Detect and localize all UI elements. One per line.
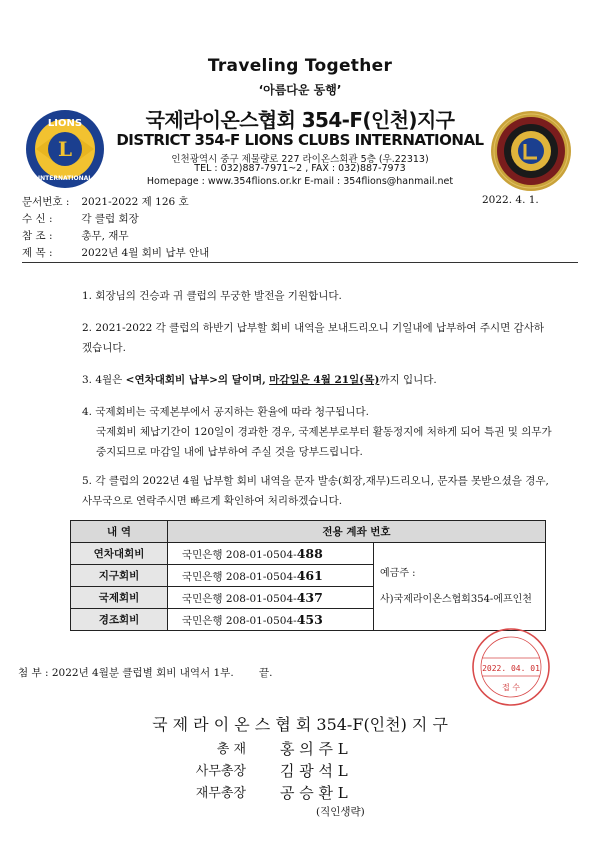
paragraph-3-lead: 3. 4월은 bbox=[82, 374, 126, 386]
attachment-label: 첨 부 : bbox=[18, 667, 49, 679]
account-number-suffix: 453 bbox=[296, 611, 323, 627]
signature-title: 사무총장 bbox=[195, 764, 246, 779]
paragraph-4-line-2: 국제회비 체납기간이 120일이 경과한 경우, 국제본부로부터 활동정지에 처하게 되어 특권 및 의무가 중지되므로 마감일 내에 납부하여 주실 것을 당부드립니다. bbox=[96, 426, 552, 458]
document-number-value: 2021-2022 제 126 호 bbox=[81, 196, 189, 208]
paragraph-3-deadline: 마감일은 4월 21일(목) bbox=[269, 374, 380, 386]
paragraph-1: 1. 회장님의 건승과 귀 클럽의 무궁한 발전을 기원합니다. bbox=[82, 290, 342, 302]
paragraph-3 bbox=[82, 370, 552, 390]
fee-type: 연차대회비 bbox=[71, 543, 168, 565]
account-table bbox=[70, 520, 546, 631]
signature-title: 재무총장 bbox=[195, 786, 246, 801]
document-date: 2022. 4. 1. bbox=[482, 194, 539, 206]
svg-text:L: L bbox=[57, 137, 73, 161]
svg-text:2022. 04. 01: 2022. 04. 01 bbox=[482, 664, 540, 673]
lions-logo-icon bbox=[24, 108, 106, 190]
paragraph-4-line-1: 4. 국제회비는 국제본부에서 공지하는 환율에 따라 청구됩니다. bbox=[82, 406, 369, 418]
document-number bbox=[22, 194, 189, 209]
account-number-prefix: 국민은행 208-01-0504- bbox=[182, 614, 297, 627]
signature-organization: 국 제 라 이 온 스 협 회 354-F(인천) 지 구 bbox=[152, 715, 448, 734]
organization-name-english: DISTRICT 354-F LIONS CLUBS INTERNATIONAL bbox=[116, 131, 484, 149]
signature-name: 홍 의 주 L bbox=[280, 740, 348, 758]
fee-type: 지구회비 bbox=[71, 565, 168, 587]
tel-fax: TEL : 032)887-7971~2 , FAX : 032)887-7973 bbox=[194, 163, 406, 174]
fee-type: 국제회비 bbox=[71, 587, 168, 609]
attachment-text: 2022년 4월분 클럽별 회비 내역서 1부. bbox=[51, 667, 234, 679]
account-number bbox=[168, 543, 374, 565]
fee-type: 경조회비 bbox=[71, 609, 168, 631]
attachment-end: 끝. bbox=[259, 667, 273, 679]
organization-name-korean: 국제라이온스협회 354-F(인천)지구 bbox=[145, 108, 455, 132]
svg-text:LIONS: LIONS bbox=[47, 118, 83, 129]
table-header-account: 전용 계좌 번호 bbox=[168, 521, 546, 543]
slogan-english: Traveling Together bbox=[207, 56, 393, 76]
account-number-prefix: 국민은행 208-01-0504- bbox=[182, 570, 297, 583]
account-number-suffix: 437 bbox=[296, 589, 323, 605]
recipient bbox=[22, 211, 139, 226]
paragraph-5: 5. 각 클럽의 2022년 4월 납부할 회비 내역을 문자 발송(회장,재무)드리오니, 문자를 못받으셨을 경우, 사무국으로 연락주시면 빠르게 확인하여 처리하겠습니다. bbox=[82, 475, 549, 507]
paragraph-2: 2. 2021-2022 각 클럽의 하반기 납부할 회비 내역을 보내드리오니 기일내에 납부하여 주시면 감사하겠습니다. bbox=[82, 322, 545, 354]
district-emblem-icon bbox=[490, 110, 572, 192]
recipient-label: 수 신 : bbox=[22, 213, 53, 225]
account-number-suffix: 488 bbox=[296, 545, 323, 561]
account-number-prefix: 국민은행 208-01-0504- bbox=[182, 548, 297, 561]
table-row bbox=[71, 543, 546, 565]
table-header-row bbox=[71, 521, 546, 543]
reference-label: 참 조 : bbox=[22, 230, 53, 242]
reference bbox=[22, 228, 129, 243]
account-holder-name: 사)국제라이온스협회354-에프인천 bbox=[380, 593, 532, 605]
subject-label: 제 목 : bbox=[22, 247, 53, 259]
account-holder bbox=[374, 543, 546, 631]
signature-title: 총 재 bbox=[216, 742, 246, 757]
paragraph-3-tail: 까지 입니다. bbox=[379, 374, 437, 386]
recipient-value: 각 클럽 회장 bbox=[81, 213, 139, 225]
seal-omitted-note: (직인생략) bbox=[316, 806, 365, 818]
slogan-korean: ‘아름다운 동행’ bbox=[258, 83, 342, 97]
paragraph-4 bbox=[82, 402, 552, 462]
account-number bbox=[168, 587, 374, 609]
subject-value: 2022년 4월 회비 납부 안내 bbox=[81, 247, 210, 259]
table-header-type: 내 역 bbox=[71, 521, 168, 543]
account-number-suffix: 461 bbox=[296, 567, 323, 583]
received-stamp-icon bbox=[470, 626, 552, 708]
svg-text:INTERNATIONAL: INTERNATIONAL bbox=[37, 175, 93, 182]
attachment bbox=[18, 665, 273, 680]
subject bbox=[22, 245, 209, 260]
document-number-label: 문서번호 : bbox=[22, 196, 70, 208]
paragraph-3-emphasis: <연차대회비 납부>의 달이며, bbox=[125, 374, 266, 386]
header-divider bbox=[22, 262, 578, 263]
signature-name: 김 광 석 L bbox=[280, 762, 348, 780]
address: 인천광역시 중구 제물량로 227 라이온스회관 5층 (우.22313) bbox=[171, 154, 429, 165]
account-number bbox=[168, 565, 374, 587]
signature-name: 공 승 환 L bbox=[280, 784, 348, 802]
account-number-prefix: 국민은행 208-01-0504- bbox=[182, 592, 297, 605]
svg-text:접 수: 접 수 bbox=[502, 683, 520, 692]
account-number bbox=[168, 609, 374, 631]
reference-value: 총무, 재무 bbox=[81, 230, 129, 242]
homepage-email: Homepage : www.354flions.or.kr E-mail : 354flions@hanmail.net bbox=[146, 176, 454, 187]
account-holder-label: 예금주 : bbox=[380, 567, 416, 579]
